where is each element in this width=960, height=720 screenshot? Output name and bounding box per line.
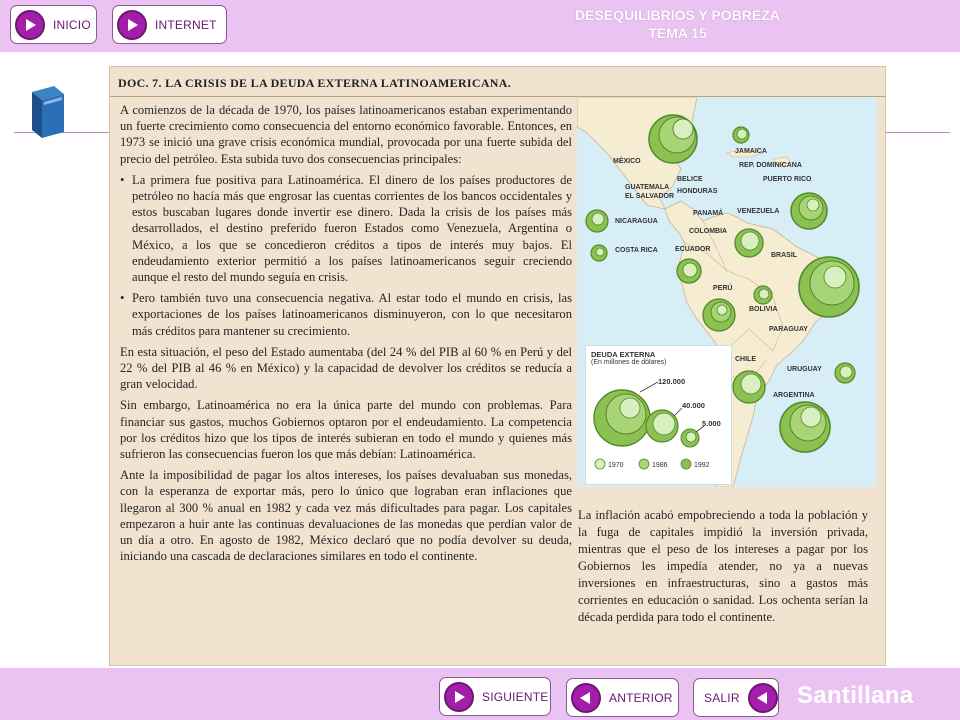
back-icon [748, 683, 778, 713]
label-honduras: HONDURAS [677, 188, 718, 195]
legend-title: DEUDA EXTERNA [591, 350, 656, 359]
label-puerto-rico: PUERTO RICO [763, 176, 812, 183]
internet-button[interactable] [112, 5, 227, 44]
label-paraguay: PARAGUAY [769, 326, 808, 333]
title-line-2: TEMA 15 [648, 25, 707, 41]
brand-logo: Santillana [797, 682, 914, 709]
play-icon [444, 682, 474, 712]
salir-label: SALIR [704, 690, 740, 705]
bullet-item: • La primera fue positiva para Latinoamérica. El dinero de los países productores de petróleo no hacía más que engrosar las cuentas corrientes de los bancos occidentales y estos buscaban lugares donde invertir ese dinero. Dada la crisis de los países más desarrollados, el destino preferido fueron Estados como Venezuela, Argentina o México, a los que se concedieron créditos a tipos de interés muy bajos. El endeudamiento exterior permitió a los países latinoamericanos seguir creciendo aunque el resto del mundo seguía en crisis. [120, 172, 572, 285]
legend-year-1986: 1986 [652, 462, 668, 469]
label-uruguay: URUGUAY [787, 366, 822, 373]
document-text [120, 102, 572, 569]
legend-year-1992: 1992 [694, 462, 710, 469]
salir-button[interactable] [693, 678, 779, 717]
document-panel [109, 66, 886, 666]
legend-subtitle: (En millones de dólares) [591, 359, 667, 366]
inicio-label: INICIO [53, 17, 91, 32]
legend-year-1970: 1970 [608, 462, 624, 469]
paragraph: Ante la imposibilidad de pagar los altos intereses, los países devaluaban sus monedas, con la esperanza de exportar más, pero lo único que lograban eran inflaciones que llegaron al 300 % anual en 1982 y cada vez más dificultades para pagar. Los capitales empezaron a huir ante las continuas devaluaciones de las monedas que perdían valor de un día a otro. En agosto de 1982, México declaró que no podía devolver su deuda, iniciando una cascada de declaraciones similares en todo el continente. [120, 468, 572, 564]
anterior-label: ANTERIOR [609, 690, 673, 705]
divider-right [886, 132, 950, 133]
label-bolivia: BOLIVIA [749, 306, 778, 313]
book-icon [28, 84, 68, 140]
page-title [540, 6, 815, 42]
play-icon [15, 10, 45, 40]
paragraph: Sin embargo, Latinoamérica no era la única parte del mundo con problemas. Para financiar sus gastos, muchos Gobiernos optaron por el endeudamiento. La competencia por los créditos hizo que los tipos de interés subieran en todo el mundo y quienes más sufrieron las consecuencias fueron los que más debían: Latinoamérica. [120, 398, 572, 462]
bullet-item: • Pero también tuvo una consecuencia negativa. Al estar todo el mundo en crisis, las exportaciones de los países latinoamericanos disminuyeron, con lo que necesitaron más créditos para mantener su crecimiento. [120, 290, 572, 339]
label-jamaica: JAMAICA [735, 148, 767, 155]
label-colombia: COLOMBIA [689, 228, 728, 235]
paragraph: En esta situación, el peso del Estado aumentaba (del 24 % del PIB al 60 % en Perú y del 22 % del PIB al 46 % en México) y la capacidad de devolver los créditos se reducía a gran velocidad. [120, 344, 572, 392]
title-line-1: DESEQUILIBRIOS Y POBREZA [575, 7, 780, 23]
label-brasil: BRASIL [771, 252, 798, 259]
legend-value-120000: 120.000 [658, 377, 686, 386]
inflation-paragraph: La inflación acabó empobreciendo a toda la población y la fuga de capitales impidió la inversión privada, mientras que el peso de los intereses a pagar por los Gobiernos les impedía atender, no ya a nuevas inversiones en infraestructuras, sino a gastos más corrientes en educación o sanidad. Los ochenta serían la década perdida para todo el continente. [578, 508, 868, 624]
legend-value-5000: 5.000 [702, 419, 721, 428]
label-el-salvador: EL SALVADOR [625, 193, 675, 200]
label-panama: PANAMÁ [693, 210, 724, 217]
label-belice: BELICE [677, 176, 703, 183]
back-icon [571, 683, 601, 713]
label-mexico: MÉXICO [613, 158, 641, 165]
label-rep-dominicana: REP. DOMINICANA [739, 162, 802, 169]
label-chile: CHILE [735, 356, 756, 363]
internet-label: INTERNET [155, 17, 217, 32]
siguiente-button[interactable] [439, 677, 551, 716]
label-nicaragua: NICARAGUA [615, 218, 658, 225]
label-argentina: ARGENTINA [773, 392, 815, 399]
inicio-button[interactable] [10, 5, 97, 44]
label-costa-rica: COSTA RICA [615, 247, 658, 254]
debt-map [577, 97, 877, 487]
top-bar [0, 0, 960, 52]
paragraph: A comienzos de la década de 1970, los países latinoamericanos estaban experimentando un fuerte crecimiento como consecuencia del entorno económico favorable. Entonces, en 1973 se inició una grave crisis económica mundial, provocada por una fuerte subida del precio del petróleo. Esta subida tuvo dos consecuencias principales: [120, 103, 572, 166]
label-guatemala: GUATEMALA [625, 184, 670, 191]
label-venezuela: VENEZUELA [737, 208, 780, 215]
label-peru: PERÚ [713, 285, 733, 292]
label-ecuador: ECUADOR [675, 246, 711, 253]
legend-value-40000: 40.000 [682, 401, 705, 410]
siguiente-label: SIGUIENTE [482, 689, 549, 704]
anterior-button[interactable] [566, 678, 679, 717]
map-legend [585, 345, 732, 485]
play-icon [117, 10, 147, 40]
document-title: DOC. 7. LA CRISIS DE LA DEUDA EXTERNA LATINOAMERICANA. [110, 67, 885, 97]
